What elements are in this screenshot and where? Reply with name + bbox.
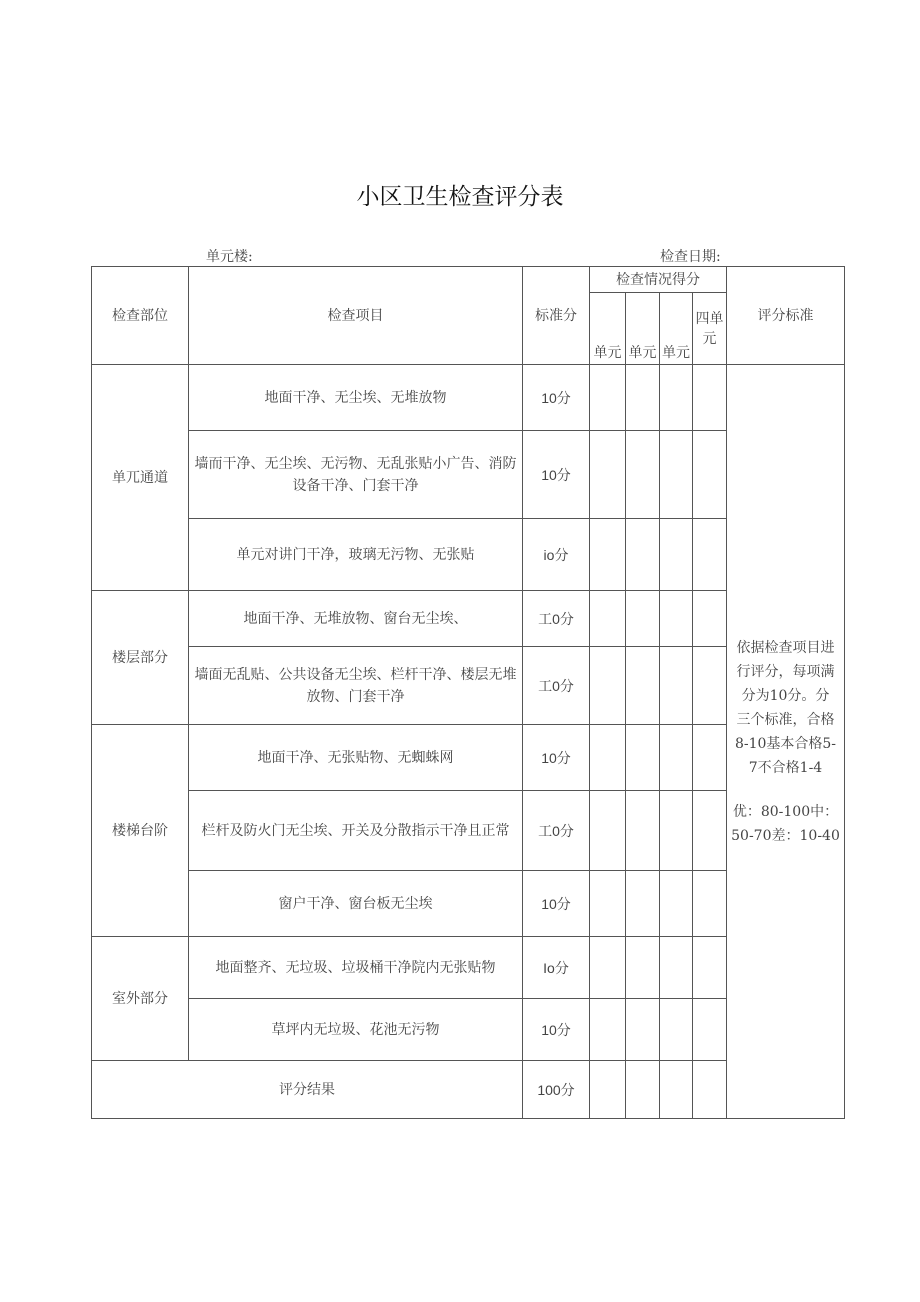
score-cell[interactable]: [590, 647, 626, 725]
score-cell[interactable]: [693, 365, 727, 431]
score-cell[interactable]: [660, 937, 693, 999]
standard-cell: 10分: [523, 871, 590, 937]
score-cell[interactable]: [626, 519, 660, 591]
item-cell: 地面干净、无张贴物、无蜘蛛网: [189, 725, 523, 791]
score-cell[interactable]: [626, 591, 660, 647]
standard-cell: io分: [523, 519, 590, 591]
header-score-group: 检查情况得分: [590, 267, 727, 293]
result-label: 评分结果: [92, 1061, 523, 1119]
score-cell[interactable]: [626, 725, 660, 791]
criteria-line: 依据检查项目进: [736, 639, 835, 656]
score-cell[interactable]: [626, 791, 660, 871]
item-cell: 地面干净、无堆放物、窗台无尘埃、: [189, 591, 523, 647]
standard-cell: 工0分: [523, 791, 590, 871]
item-cell: 地面整齐、无垃圾、垃圾桶干净院内无张贴物: [189, 937, 523, 999]
score-cell[interactable]: [693, 647, 727, 725]
score-cell[interactable]: [693, 591, 727, 647]
score-cell[interactable]: [660, 871, 693, 937]
score-cell[interactable]: [693, 725, 727, 791]
area-cell: 室外部分: [92, 937, 189, 1061]
header-unit-4: 四单元: [693, 293, 727, 365]
score-cell[interactable]: [590, 871, 626, 937]
score-cell[interactable]: [590, 937, 626, 999]
item-cell: 草坪内无垃圾、花池无污物: [189, 999, 523, 1061]
score-cell[interactable]: [626, 431, 660, 519]
item-cell: 窗户干净、窗台板无尘埃: [189, 871, 523, 937]
score-cell[interactable]: [590, 591, 626, 647]
score-cell[interactable]: [660, 725, 693, 791]
score-cell[interactable]: [660, 431, 693, 519]
score-cell[interactable]: [626, 937, 660, 999]
score-cell[interactable]: [590, 431, 626, 519]
criteria-line: 分为10分。分: [741, 687, 830, 704]
standard-cell: Io分: [523, 937, 590, 999]
score-cell[interactable]: [660, 365, 693, 431]
score-cell[interactable]: [660, 1061, 693, 1119]
area-cell: 楼层部分: [92, 591, 189, 725]
criteria-cell: [727, 365, 845, 1119]
item-cell: 墙而干净、无尘埃、无污物、无乱张贴小广告、消防设备干净、门套干净: [189, 431, 523, 519]
score-cell[interactable]: [590, 725, 626, 791]
header-unit-3: 单元: [660, 293, 693, 365]
score-cell[interactable]: [660, 519, 693, 591]
score-cell[interactable]: [693, 871, 727, 937]
score-cell[interactable]: [693, 791, 727, 871]
item-cell: 栏杆及防火门无尘埃、开关及分散指示干净且正常: [189, 791, 523, 871]
grade-line: 优：80-100中：: [732, 803, 839, 820]
standard-cell: 工0分: [523, 647, 590, 725]
item-cell: 单元对讲门干净，玻璃无污物、无张贴: [189, 519, 523, 591]
standard-cell: 10分: [523, 365, 590, 431]
score-cell[interactable]: [626, 1061, 660, 1119]
area-cell: 单兀通道: [92, 365, 189, 591]
area-cell: 楼梯台阶: [92, 725, 189, 937]
criteria-line: 行评分，每项满: [736, 663, 835, 680]
score-cell[interactable]: [660, 791, 693, 871]
score-cell[interactable]: [693, 1061, 727, 1119]
table-row: [92, 365, 845, 431]
header-item: 检查项目: [189, 267, 523, 365]
score-cell[interactable]: [693, 519, 727, 591]
standard-cell: 10分: [523, 725, 590, 791]
score-cell[interactable]: [626, 647, 660, 725]
result-standard: 100分: [523, 1061, 590, 1119]
score-cell[interactable]: [693, 937, 727, 999]
score-cell[interactable]: [590, 365, 626, 431]
header-standard: 标准分: [523, 267, 590, 365]
item-cell: 地面干净、无尘埃、无堆放物: [189, 365, 523, 431]
score-cell[interactable]: [693, 999, 727, 1061]
score-cell[interactable]: [590, 999, 626, 1061]
header-unit-1: 单元: [590, 293, 626, 365]
standard-cell: 工0分: [523, 591, 590, 647]
score-table: [91, 266, 845, 1119]
criteria-line: 8-10基本合格5-: [734, 735, 837, 752]
page-title: 小区卫生检查评分表: [356, 184, 564, 210]
standard-cell: 10分: [523, 999, 590, 1061]
standard-cell: 10分: [523, 431, 590, 519]
header-unit-2: 单元: [626, 293, 660, 365]
criteria-line: 7不合格1-4: [748, 759, 823, 776]
criteria-line: 三个标准，合格: [736, 711, 835, 728]
header-criteria: 评分标准: [727, 267, 845, 365]
score-cell[interactable]: [590, 519, 626, 591]
inspect-date-label: 检查日期:: [660, 249, 721, 265]
score-cell[interactable]: [626, 999, 660, 1061]
score-cell[interactable]: [660, 647, 693, 725]
score-cell[interactable]: [590, 791, 626, 871]
score-cell[interactable]: [626, 365, 660, 431]
item-cell: 墙面无乱贴、公共设备无尘埃、栏杆干净、楼层无堆放物、门套干净: [189, 647, 523, 725]
score-cell[interactable]: [590, 1061, 626, 1119]
score-cell[interactable]: [693, 431, 727, 519]
grade-line: 50-70差：10-40: [731, 827, 840, 844]
score-cell[interactable]: [660, 999, 693, 1061]
score-cell[interactable]: [626, 871, 660, 937]
score-cell[interactable]: [660, 591, 693, 647]
header-area: 检查部位: [92, 267, 189, 365]
unit-building-label: 单元楼:: [206, 249, 253, 265]
